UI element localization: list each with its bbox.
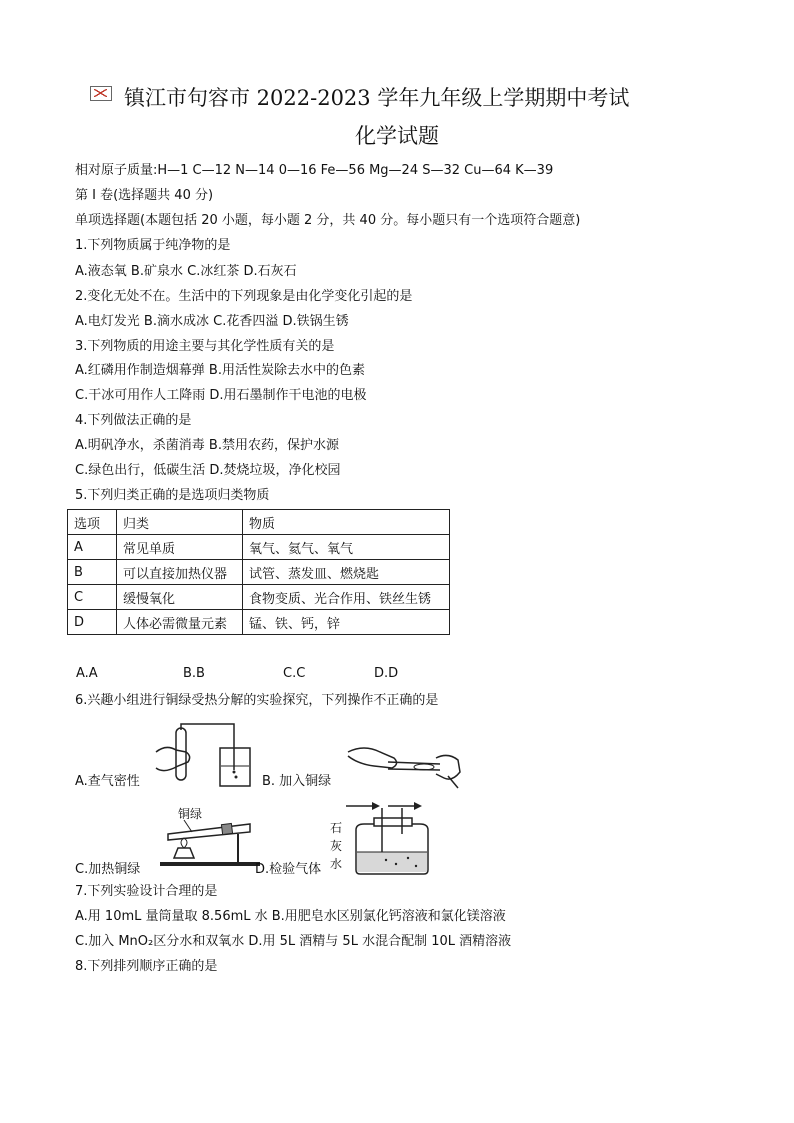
- table-cell: 锰、铁、钙，锌: [243, 610, 450, 635]
- question-7-options-2: C.加入 MnO₂区分水和双氧水 D.用 5L 酒精与 5L 水混合配制 10L 酒精溶液: [75, 934, 512, 949]
- flag-icon: [90, 86, 112, 101]
- section-heading: 第 I 卷(选择题共 40 分): [75, 188, 214, 203]
- question-1-stem: 1.下列物质属于纯净物的是: [75, 238, 231, 253]
- question-5-choice-d: D.D: [374, 666, 399, 681]
- question-2-options: A.电灯发光 B.滴水成冰 C.花香四溢 D.铁锅生锈: [75, 314, 349, 329]
- figure-c-label: C.加热铜绿: [75, 862, 141, 877]
- question-7-stem: 7.下列实验设计合理的是: [75, 884, 218, 899]
- table-cell: 人体必需微量元素: [117, 610, 243, 635]
- classification-table: [67, 509, 450, 635]
- question-4-stem: 4.下列做法正确的是: [75, 413, 192, 428]
- limewater-label-3: 水: [330, 857, 343, 871]
- gas-test-figure: [326, 800, 438, 880]
- question-2-stem: 2.变化无处不在。生活中的下列现象是由化学变化引起的是: [75, 289, 413, 304]
- table-cell: 常见单质: [117, 535, 243, 560]
- figure-b-label: B. 加入铜绿: [262, 774, 332, 789]
- table-cell: A: [68, 535, 117, 560]
- heat-verdigris-figure: [158, 804, 262, 868]
- question-5-choice-b: B.B: [183, 666, 205, 681]
- table-row: [68, 560, 450, 585]
- limewater-label-2: 灰: [330, 839, 343, 853]
- question-4-options-1: A.明矾净水，杀菌消毒 B.禁用农药，保护水源: [75, 438, 339, 453]
- table-row: [68, 535, 450, 560]
- question-1-options: A.液态氧 B.矿泉水 C.冰红茶 D.石灰石: [75, 264, 297, 279]
- figure-a-label: A.查气密性: [75, 774, 140, 789]
- question-3-stem: 3.下列物质的用途主要与其化学性质有关的是: [75, 339, 335, 354]
- instructions: 单项选择题(本题包括 20 小题，每小题 2 分，共 40 分。每小题只有一个选项符合题意): [75, 213, 581, 228]
- table-cell: 可以直接加热仪器: [117, 560, 243, 585]
- table-row: [68, 585, 450, 610]
- table-cell: D: [68, 610, 117, 635]
- limewater-label-1: 石: [330, 821, 343, 835]
- exam-subtitle: 化学试题: [355, 124, 439, 148]
- table-cell: 缓慢氧化: [117, 585, 243, 610]
- table-header-cell: 物质: [243, 510, 450, 535]
- verdigris-label: 铜绿: [178, 807, 203, 821]
- add-verdigris-figure: [344, 742, 464, 792]
- table-row: [68, 610, 450, 635]
- table-header-row: [68, 510, 450, 535]
- table-cell: 氧气、氦气、氧气: [243, 535, 450, 560]
- question-3-options-2: C.干冰可用作人工降雨 D.用石墨制作干电池的电极: [75, 388, 367, 403]
- atomic-mass-line: 相对原子质量:H—1 C—12 N—14 0—16 Fe—56 Mg—24 S—32 Cu—64 K—39: [75, 163, 554, 178]
- table-cell: 食物变质、光合作用、铁丝生锈: [243, 585, 450, 610]
- question-5-choice-a: A.A: [76, 666, 98, 681]
- table-cell: B: [68, 560, 117, 585]
- question-8-stem: 8.下列排列顺序正确的是: [75, 959, 218, 974]
- question-3-options-1: A.红磷用作制造烟幕弹 B.用活性炭除去水中的色素: [75, 363, 365, 378]
- question-7-options-1: A.用 10mL 量筒量取 8.56mL 水 B.用肥皂水区别氯化钙溶液和氯化镁溶液: [75, 909, 506, 924]
- question-5-stem: 5.下列归类正确的是选项归类物质: [75, 488, 270, 503]
- table-header-cell: 选项: [68, 510, 117, 535]
- exam-title: 镇江市句容市 2022-2023 学年九年级上学期期中考试: [90, 84, 710, 112]
- question-4-options-2: C.绿色出行，低碳生活 D.焚烧垃圾，净化校园: [75, 463, 341, 478]
- table-cell: 试管、蒸发皿、燃烧匙: [243, 560, 450, 585]
- question-6-stem: 6.兴趣小组进行铜绿受热分解的实验探究，下列操作不正确的是: [75, 693, 439, 708]
- table-header-cell: 归类: [117, 510, 243, 535]
- figure-d-label: D.检验气体: [255, 862, 322, 877]
- question-5-choice-c: C.C: [283, 666, 306, 681]
- airtightness-check-figure: [150, 722, 262, 794]
- table-cell: C: [68, 585, 117, 610]
